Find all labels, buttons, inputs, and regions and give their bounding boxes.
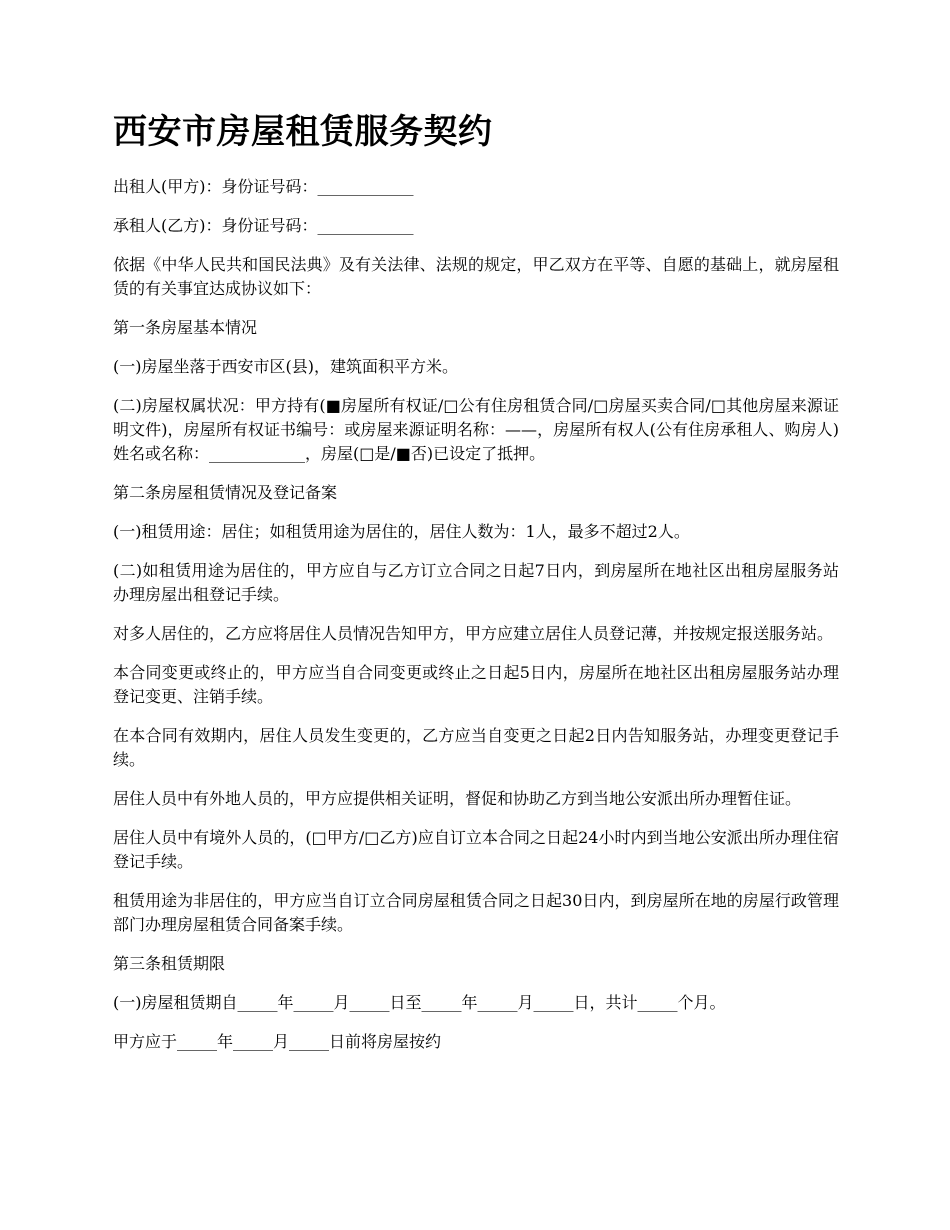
lessor-line: 出租人(甲方)：身份证号码：____________ <box>113 176 414 196</box>
article-3-clause-1: (一)房屋租赁期自_____年_____月_____日至_____年_____月_____日，共计_____个月。 <box>113 992 726 1012</box>
article-2-heading: 第二条房屋租赁情况及登记备案 <box>113 482 338 502</box>
article-1-heading: 第一条房屋基本情况 <box>113 317 258 337</box>
article-2-clause-1: (一)租赁用途：居住；如租赁用途为居住的，居住人数为：1人，最多不超过2人。 <box>113 521 690 541</box>
lessee-line: 承租人(乙方)：身份证号码：____________ <box>113 215 414 235</box>
body-paragraph: 租赁用途为非居住的，甲方应当自订立合同房屋租赁合同之日起30日内，到房屋所在地的房屋行政管理部门办理房屋租赁合同备案手续。 <box>113 890 839 934</box>
article-3-heading: 第三条租赁期限 <box>113 953 226 973</box>
article-2-clause-2: (二)如租赁用途为居住的，甲方应自与乙方订立合同之日起7日内，到房屋所在地社区出租房屋服务站办理房屋出租登记手续。 <box>113 560 839 604</box>
article-1-clause-2: (二)房屋权属状况：甲方持有(■房屋所有权证/□公有住房租赁合同/□房屋买卖合同/□其他房屋来源证明文件)，房屋所有权证书编号：或房屋来源证明名称：——，房屋所有权人(公有住房承租人、购房人)姓名或名称：____________，房屋(□是/■否)已设定了抵押。 <box>113 395 839 463</box>
body-paragraph: 居住人员中有外地人员的，甲方应提供相关证明，督促和协助乙方到当地公安派出所办理暂住证。 <box>113 788 802 808</box>
preamble-paragraph: 依据《中华人民共和国民法典》及有关法律、法规的规定，甲乙双方在平等、自愿的基础上，就房屋租赁的有关事宜达成协议如下： <box>113 254 839 298</box>
body-paragraph: 甲方应于_____年_____月_____日前将房屋按约 <box>113 1031 442 1051</box>
body-paragraph: 本合同变更或终止的，甲方应当自合同变更或终止之日起5日内，房屋所在地社区出租房屋服务站办理登记变更、注销手续。 <box>113 662 839 706</box>
body-paragraph: 居住人员中有境外人员的，(□甲方/□乙方)应自订立本合同之日起24小时内到当地公安派出所办理住宿登记手续。 <box>113 827 839 871</box>
document-page <box>113 112 839 1069</box>
article-1-clause-1: (一)房屋坐落于西安市区(县)，建筑面积平方米。 <box>113 356 458 376</box>
body-paragraph: 在本合同有效期内，居住人员发生变更的，乙方应当自变更之日起2日内告知服务站，办理变更登记手续。 <box>113 725 839 769</box>
document-title: 西安市房屋租赁服务契约 <box>113 112 493 152</box>
body-paragraph: 对多人居住的，乙方应将居住人员情况告知甲方，甲方应建立居住人员登记薄，并按规定报送服务站。 <box>113 623 834 643</box>
